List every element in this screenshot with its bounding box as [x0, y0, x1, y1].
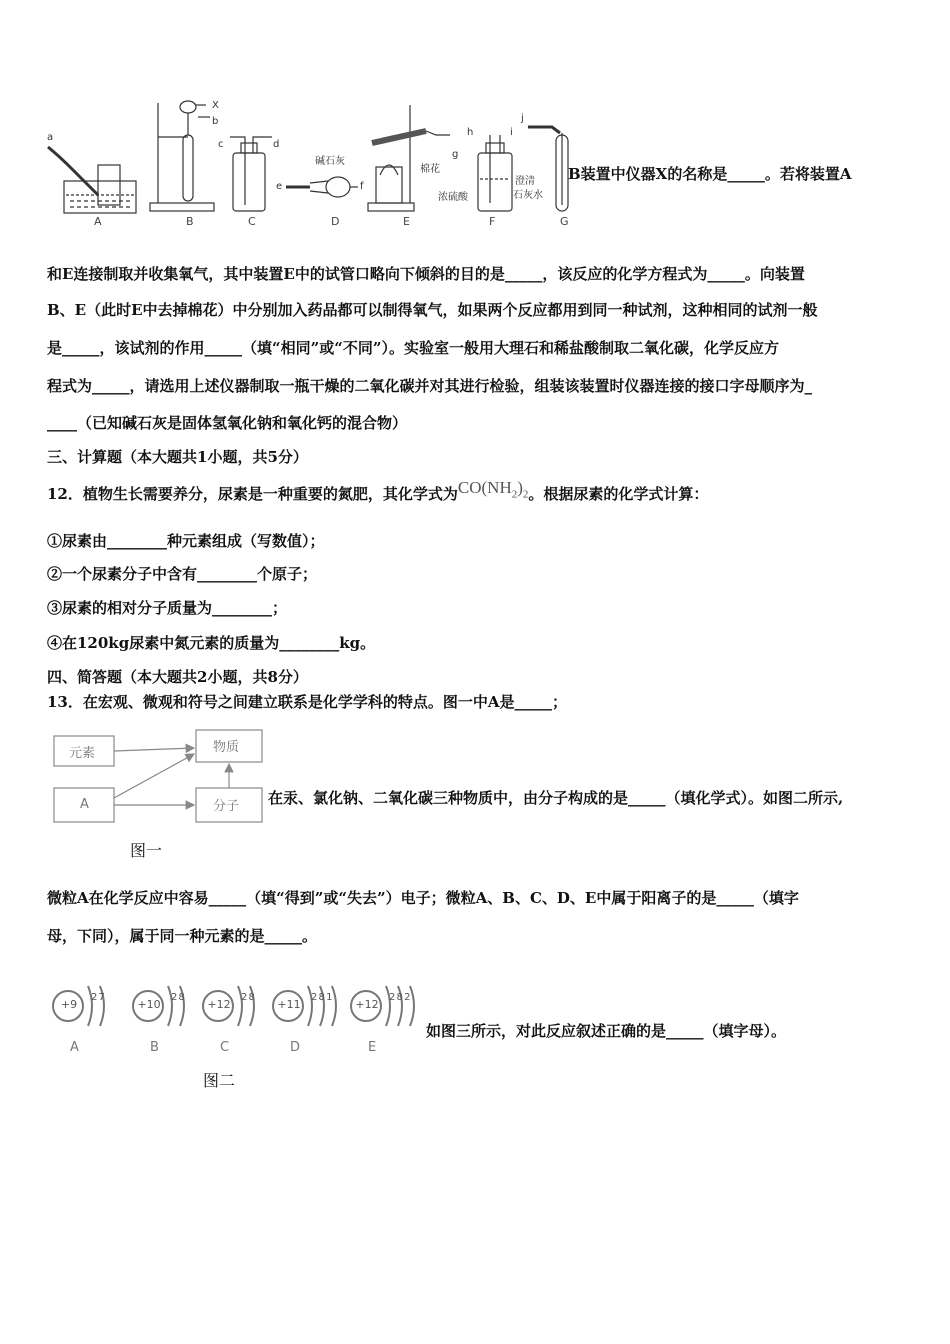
q12-item-4: ④在120kg尿素中氮元素的质量为________kg。: [47, 634, 376, 652]
label-i: i: [510, 127, 513, 138]
q12-item-3: ③尿素的相对分子质量为________；: [47, 599, 288, 617]
label-clear: 澄清: [515, 176, 535, 187]
q12-stem-after: 。根据尿素的化学式计算：: [528, 485, 709, 503]
atom-structure-c: [198, 966, 278, 1062]
q11-side-text: B装置中仪器X的名称是_____。若将装置A: [568, 165, 852, 183]
atom-structure-b: [128, 966, 208, 1062]
electron-shell-arc: [332, 986, 336, 1026]
label-a: a: [47, 132, 54, 143]
label-cotton: 棉花: [420, 164, 440, 175]
q12-item-2: ②一个尿素分子中含有________个原子；: [47, 565, 318, 583]
figure-1-caption: 图一: [130, 841, 163, 860]
apparatus-a: [48, 147, 136, 213]
shell-electrons: 2 8: [241, 992, 254, 1003]
label-h: h: [467, 127, 474, 138]
q12-stem: [47, 478, 709, 510]
nucleus-charge: +12: [207, 998, 231, 1011]
shell-electrons: 2 8: [171, 992, 184, 1003]
label-limewater: 石灰水: [513, 190, 543, 201]
label-soda-lime: 碱石灰: [315, 156, 345, 167]
apparatus-b: [150, 101, 214, 211]
particle-label: D: [290, 1040, 301, 1055]
q13-figure-3-text: 如图三所示，对此反应叙述正确的是_____（填字母）。: [426, 1022, 787, 1040]
apparatus-c: [230, 137, 272, 211]
shell-electrons: 2 8 2: [389, 992, 410, 1003]
section-3-heading: 三、计算题（本大题共1小题，共5分）: [47, 448, 308, 466]
label-j: j: [521, 113, 524, 124]
q11-line-1: 和E连接制取并收集氧气，其中装置E中的试管口略向下倾斜的目的是_____，该反应的化学方程式为_____。向装置: [47, 265, 805, 283]
label-d: d: [273, 139, 280, 150]
apparatus-f: [478, 135, 512, 211]
q13-line-3: 母，下同），属于同一种元素的是_____。: [47, 927, 318, 945]
nucleus-charge: +11: [277, 998, 301, 1011]
label-b-port: b: [212, 116, 219, 127]
nucleus-charge: +9: [60, 998, 78, 1011]
caption-a: A: [94, 215, 102, 228]
apparatus-d: [286, 177, 358, 197]
electron-shell-arc: [410, 986, 414, 1026]
caption-e: E: [403, 215, 410, 228]
q13-stem: 13．在宏观、微观和符号之间建立联系是化学学科的特点。图一中A是_____；: [47, 693, 568, 711]
atom-structure-e: [346, 966, 426, 1062]
label-e: e: [276, 181, 283, 192]
q13-side-text: 在汞、氯化钠、二氧化碳三种物质中，由分子构成的是_____（填化学式）。如图二所示,: [268, 789, 844, 807]
fig1-box-a: A: [80, 797, 89, 812]
shell-electrons: 2 8 1: [311, 992, 332, 1003]
atom-structure-d: [268, 966, 348, 1062]
figure-2: [48, 966, 428, 1062]
nucleus-charge: +12: [355, 998, 379, 1011]
caption-c: C: [248, 215, 256, 228]
shell-electrons: 2 7: [91, 992, 104, 1003]
fig1-box-element: 元素: [69, 746, 96, 761]
label-conc-acid: 浓硫酸: [438, 192, 468, 203]
nucleus-charge: +10: [137, 998, 161, 1011]
q12-item-1: ①尿素由________种元素组成（写数值）；: [47, 532, 325, 550]
particle-label: C: [220, 1040, 230, 1055]
q11-line-5: ____（已知碱石灰是固体氢氧化钠和氧化钙的混合物）: [47, 414, 408, 432]
label-x: X: [212, 100, 219, 111]
caption-d: D: [331, 215, 340, 228]
label-c: c: [218, 139, 224, 150]
apparatus-figure: [40, 95, 570, 235]
fig1-box-substance: 物质: [213, 740, 240, 755]
section-4-heading: 四、简答题（本大题共2小题，共8分）: [47, 668, 308, 686]
label-g: g: [452, 149, 459, 160]
fig1-box-molecule: 分子: [213, 799, 240, 814]
q12-stem-before: 12．植物生长需要养分，尿素是一种重要的氮肥，其化学式为: [47, 485, 458, 503]
caption-g: G: [560, 215, 569, 228]
q13-line-2: 微粒A在化学反应中容易_____（填“得到”或“失去”）电子；微粒A、B、C、D、E中属于阳离子的是_____（填字: [47, 889, 799, 907]
particle-label: E: [368, 1040, 377, 1055]
urea-formula: $CO(NH_2)_2$: [457, 478, 529, 501]
label-f: f: [360, 181, 364, 192]
particle-label: B: [150, 1040, 159, 1055]
particle-label: A: [70, 1040, 79, 1055]
q11-line-2: B、E（此时E中去掉棉花）中分别加入药品都可以制得氧气，如果两个反应都用到同一种试剂，这种相同的试剂一般: [47, 301, 818, 319]
caption-b: B: [186, 215, 194, 228]
atom-structure-a: [48, 966, 128, 1062]
q11-line-3: 是_____，该试剂的作用_____（填“相同”或“不同”）。实验室一般用大理石和稀盐酸制取二氧化碳，化学反应方: [47, 339, 780, 357]
q11-line-4: 程式为_____，请选用上述仪器制取一瓶干燥的二氧化碳并对其进行检验，组装该装置时仪器连接的接口字母顺序为_: [47, 377, 813, 395]
caption-f: F: [489, 215, 496, 228]
figure-2-caption: 图二: [203, 1071, 236, 1090]
